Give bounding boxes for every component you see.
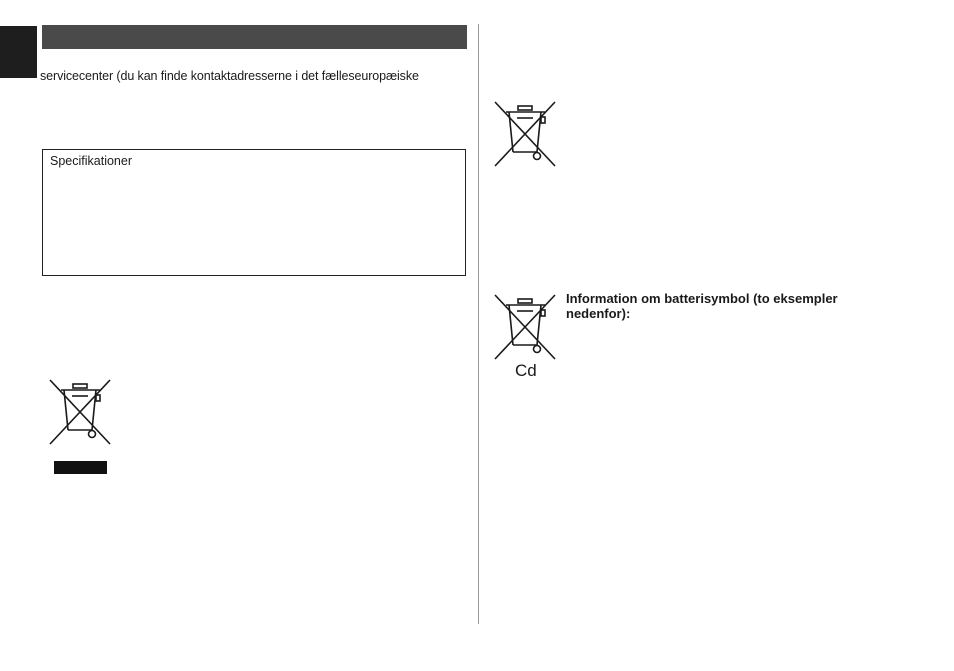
body-text-line: servicecenter (du kan finde kontaktadresserne i det fælleseuropæiske [40,69,419,83]
crossed-out-wheelie-bin-icon [48,378,114,448]
specifications-box [42,149,466,276]
section-header-bar [42,25,467,49]
column-divider [478,24,479,624]
crossed-out-wheelie-bin-icon [493,293,559,363]
battery-symbol-info-heading: Information om batterisymbol (to eksempler nedenfor): [566,291,838,321]
cadmium-symbol-label: Cd [515,361,537,380]
language-side-tab [0,26,37,78]
separately-collect-bar [54,461,107,474]
specifications-title: Specifikationer [50,154,132,168]
crossed-out-wheelie-bin-icon [493,100,559,170]
